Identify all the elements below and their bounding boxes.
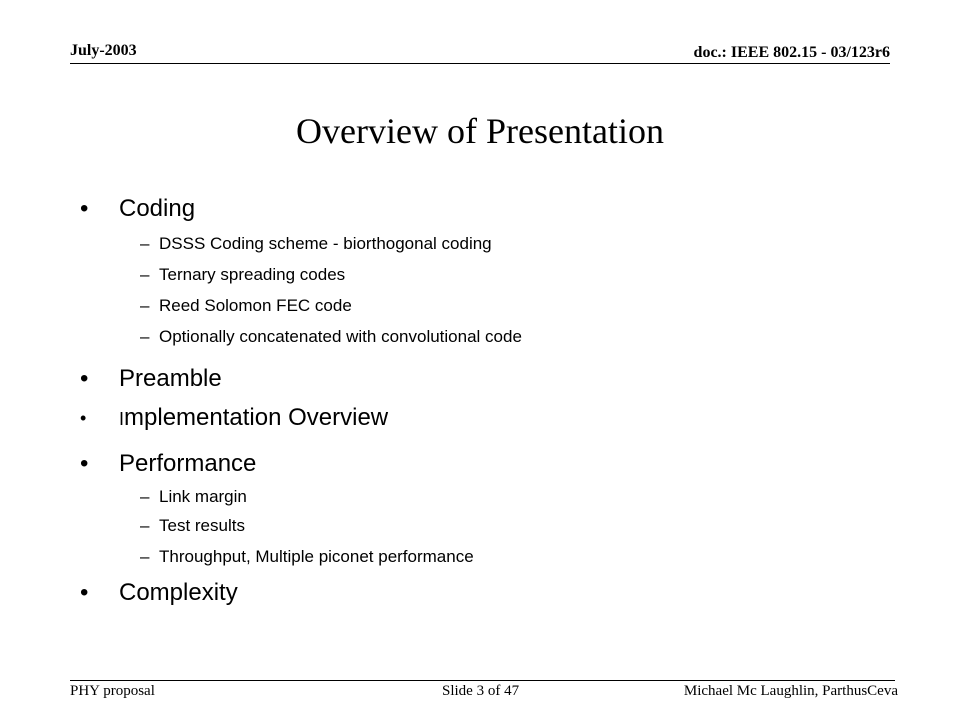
dash-icon: –	[140, 516, 150, 535]
dash-icon: –	[140, 487, 150, 506]
dash-icon: –	[140, 234, 150, 253]
bullet-icon: •	[80, 365, 89, 392]
implementation-rest: mplementation Overview	[124, 404, 389, 431]
sub-item-label: Reed Solomon FEC code	[159, 296, 352, 315]
bullet-icon: •	[80, 579, 89, 606]
outline-item-label: Coding	[119, 195, 196, 222]
sub-item-label: Ternary spreading codes	[159, 265, 346, 284]
header-date: July-2003	[70, 42, 137, 59]
dash-icon: –	[140, 547, 150, 566]
footer-left: PHY proposal	[70, 683, 155, 699]
dash-icon: –	[140, 265, 150, 284]
slide-title: Overview of Presentation	[296, 111, 664, 151]
header-divider	[70, 63, 890, 64]
dash-icon: –	[140, 296, 150, 315]
sub-item-label: Throughput, Multiple piconet performance	[159, 547, 474, 566]
sub-item-label: DSSS Coding scheme - biorthogonal coding	[159, 234, 492, 253]
implementation-first-letter: I	[119, 409, 125, 429]
bullet-icon: •	[80, 195, 89, 222]
outline-item-label: Preamble	[119, 365, 222, 392]
sub-item-label: Optionally concatenated with convolutional code	[159, 327, 522, 346]
header-doc-id: doc.: IEEE 802.15 - 03/123r6	[693, 44, 890, 61]
dash-icon: –	[140, 327, 150, 346]
bullet-icon: •	[80, 450, 89, 477]
bullet-icon: •	[80, 408, 87, 428]
footer-slide-number: Slide 3 of 47	[442, 683, 520, 699]
outline-item-label	[119, 404, 388, 432]
outline-item-label: Performance	[119, 450, 257, 477]
footer-divider	[70, 680, 895, 681]
footer-author: Michael Mc Laughlin, ParthusCeva	[683, 683, 898, 699]
sub-item-label: Link margin	[159, 487, 247, 506]
outline-item-label: Complexity	[119, 579, 238, 606]
sub-item-label: Test results	[159, 516, 245, 535]
